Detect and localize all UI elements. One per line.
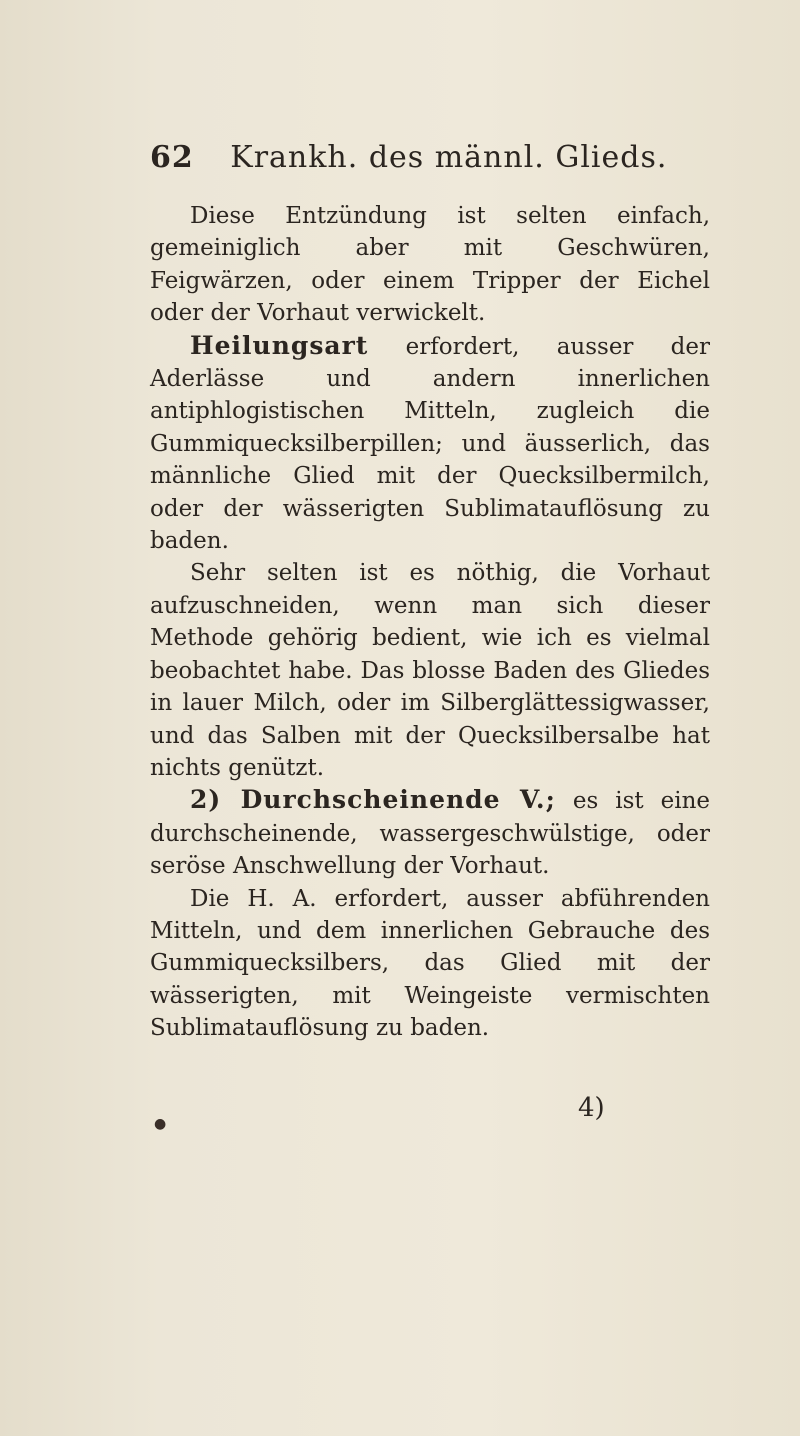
paragraph-treatment: Die H. A. erfordert, ausser abführenden Mitteln, und dem innerlichen Gebrauche des Gummiquecksilbers, das Glied mit der wässerigten, mit Weingeiste vermischten Sublimatauflösung zu baden. — [150, 885, 710, 1042]
paragraph-heilungsart-text: erfordert, ausser der Aderlässe und andern innerlichen antiphlogistischen Mitteln, zugleich die Gummiquecksilberpillen; und äusserlich, das männliche Glied mit der Quecksilbermilch, oder der wässerigten Sublimatauflösung zu baden. — [150, 333, 710, 555]
paragraph-intro: Diese Entzündung ist selten einfach, gemeiniglich aber mit Geschwüren, Feigwärzen, oder einem Tripper der Eichel oder der Vorhaut verwickelt. — [150, 203, 710, 327]
paragraph-section-2 — [150, 784, 710, 882]
page-number: 62 — [150, 140, 194, 175]
running-header — [150, 140, 710, 175]
paragraph-section-2-text: es ist eine durchscheinende, wassergeschwülstige, oder seröse Anschwellung der Vorhaut. — [150, 788, 710, 880]
running-title: Krankh. des männl. Glieds. — [230, 140, 668, 175]
catchword: 4) — [578, 1093, 605, 1123]
paragraph-observation: Sehr selten ist es nöthig, die Vorhaut aufzuschneiden, wenn man sich dieser Methode gehörig bedient, wie ich es vielmal beobachtet habe. Das blosse Baden des Gliedes in lauer Milch, oder im Silberglättessigwasser, und das Salben mit der Quecksilbersalbe hat nichts genützt. — [150, 560, 710, 781]
paragraph-heilungsart — [150, 330, 710, 558]
heading-section-2: 2) Durchscheinende V.; — [190, 785, 556, 815]
ink-mark: ● — [154, 1116, 167, 1132]
body-text — [150, 200, 710, 1045]
heading-heilungsart: Heilungsart — [190, 330, 369, 360]
